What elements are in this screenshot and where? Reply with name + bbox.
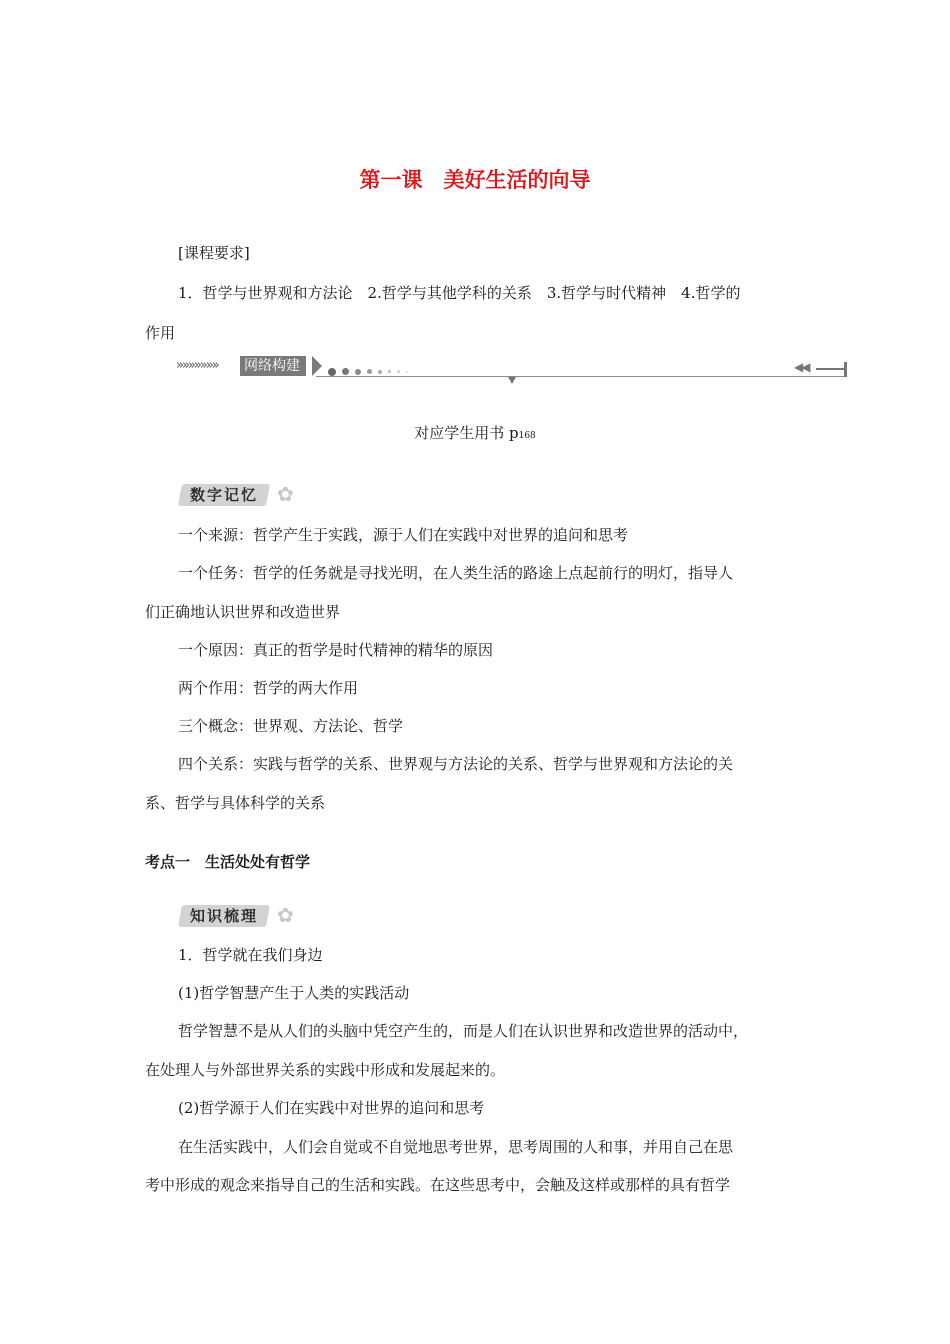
memory-line: 三个概念：世界观、方法论、哲学 <box>178 717 404 735</box>
memory-line: 两个作用：哲学的两大作用 <box>178 679 359 697</box>
digital-memory-badge: 数字记忆 <box>178 484 270 506</box>
knowledge-line: 在生活实践中，人们会自觉或不自觉地思考世界，思考周围的人和事，并用自己在思 <box>178 1138 734 1156</box>
knowledge-review-badge: 知识梳理 <box>178 905 270 927</box>
knowledge-line: 哲学智慧不是从人们的头脑中凭空产生的，而是人们在认识世界和改造世界的活动中， <box>178 1022 749 1040</box>
knowledge-line: 在处理人与外部世界关系的实践中形成和发展起来的。 <box>145 1061 506 1079</box>
knowledge-line: (1)哲学智慧产生于人类的实践活动 <box>178 984 410 1002</box>
course-requirements-label: [课程要求] <box>178 244 250 262</box>
chevrons-right-icon: »»»»»»» <box>176 358 218 373</box>
knowledge-line: 1．哲学就在我们身边 <box>178 946 323 964</box>
kaodian-heading: 考点一 生活处处有哲学 <box>145 853 311 871</box>
course-requirements-line-1: 1．哲学与世界观和方法论 2.哲学与其他学科的关系 3.哲学与时代精神 4.哲学的 <box>178 284 741 302</box>
flower-icon: ✿ <box>277 903 294 927</box>
down-triangle-icon <box>508 377 516 384</box>
flower-icon: ✿ <box>277 482 294 506</box>
dots-icon <box>328 361 414 380</box>
memory-line: 们正确地认识世界和改造世界 <box>145 603 341 621</box>
lesson-title: 第一课 美好生活的向导 <box>359 168 591 192</box>
knowledge-line: (2)哲学源于人们在实践中对世界的追问和思考 <box>178 1099 485 1117</box>
memory-line: 系、哲学与具体科学的关系 <box>145 794 326 812</box>
course-requirements-line-2: 作用 <box>145 324 176 342</box>
memory-line: 一个原因：真正的哲学是时代精神的精华的原因 <box>178 641 494 659</box>
arrow-left-end-icon: ◀◀ <box>794 360 809 374</box>
knowledge-line: 考中形成的观念来指导自己的生活和实践。在这些思考中，会触及这样或那样的具有哲学 <box>145 1176 731 1194</box>
student-book-reference: 对应学生用书 p168 <box>414 424 536 442</box>
memory-line: 一个任务：哲学的任务就是寻找光明，在人类生活的路途上点起前行的明灯，指导人 <box>178 564 734 582</box>
network-build-label: 网络构建 <box>240 356 306 376</box>
memory-line: 一个来源：哲学产生于实践，源于人们在实践中对世界的追问和思考 <box>178 526 629 544</box>
divider-line <box>316 376 846 377</box>
network-build-bar <box>176 356 848 386</box>
memory-line: 四个关系：实践与哲学的关系、世界观与方法论的关系、哲学与世界观和方法论的关 <box>178 755 734 773</box>
tag-pointer <box>312 356 322 376</box>
